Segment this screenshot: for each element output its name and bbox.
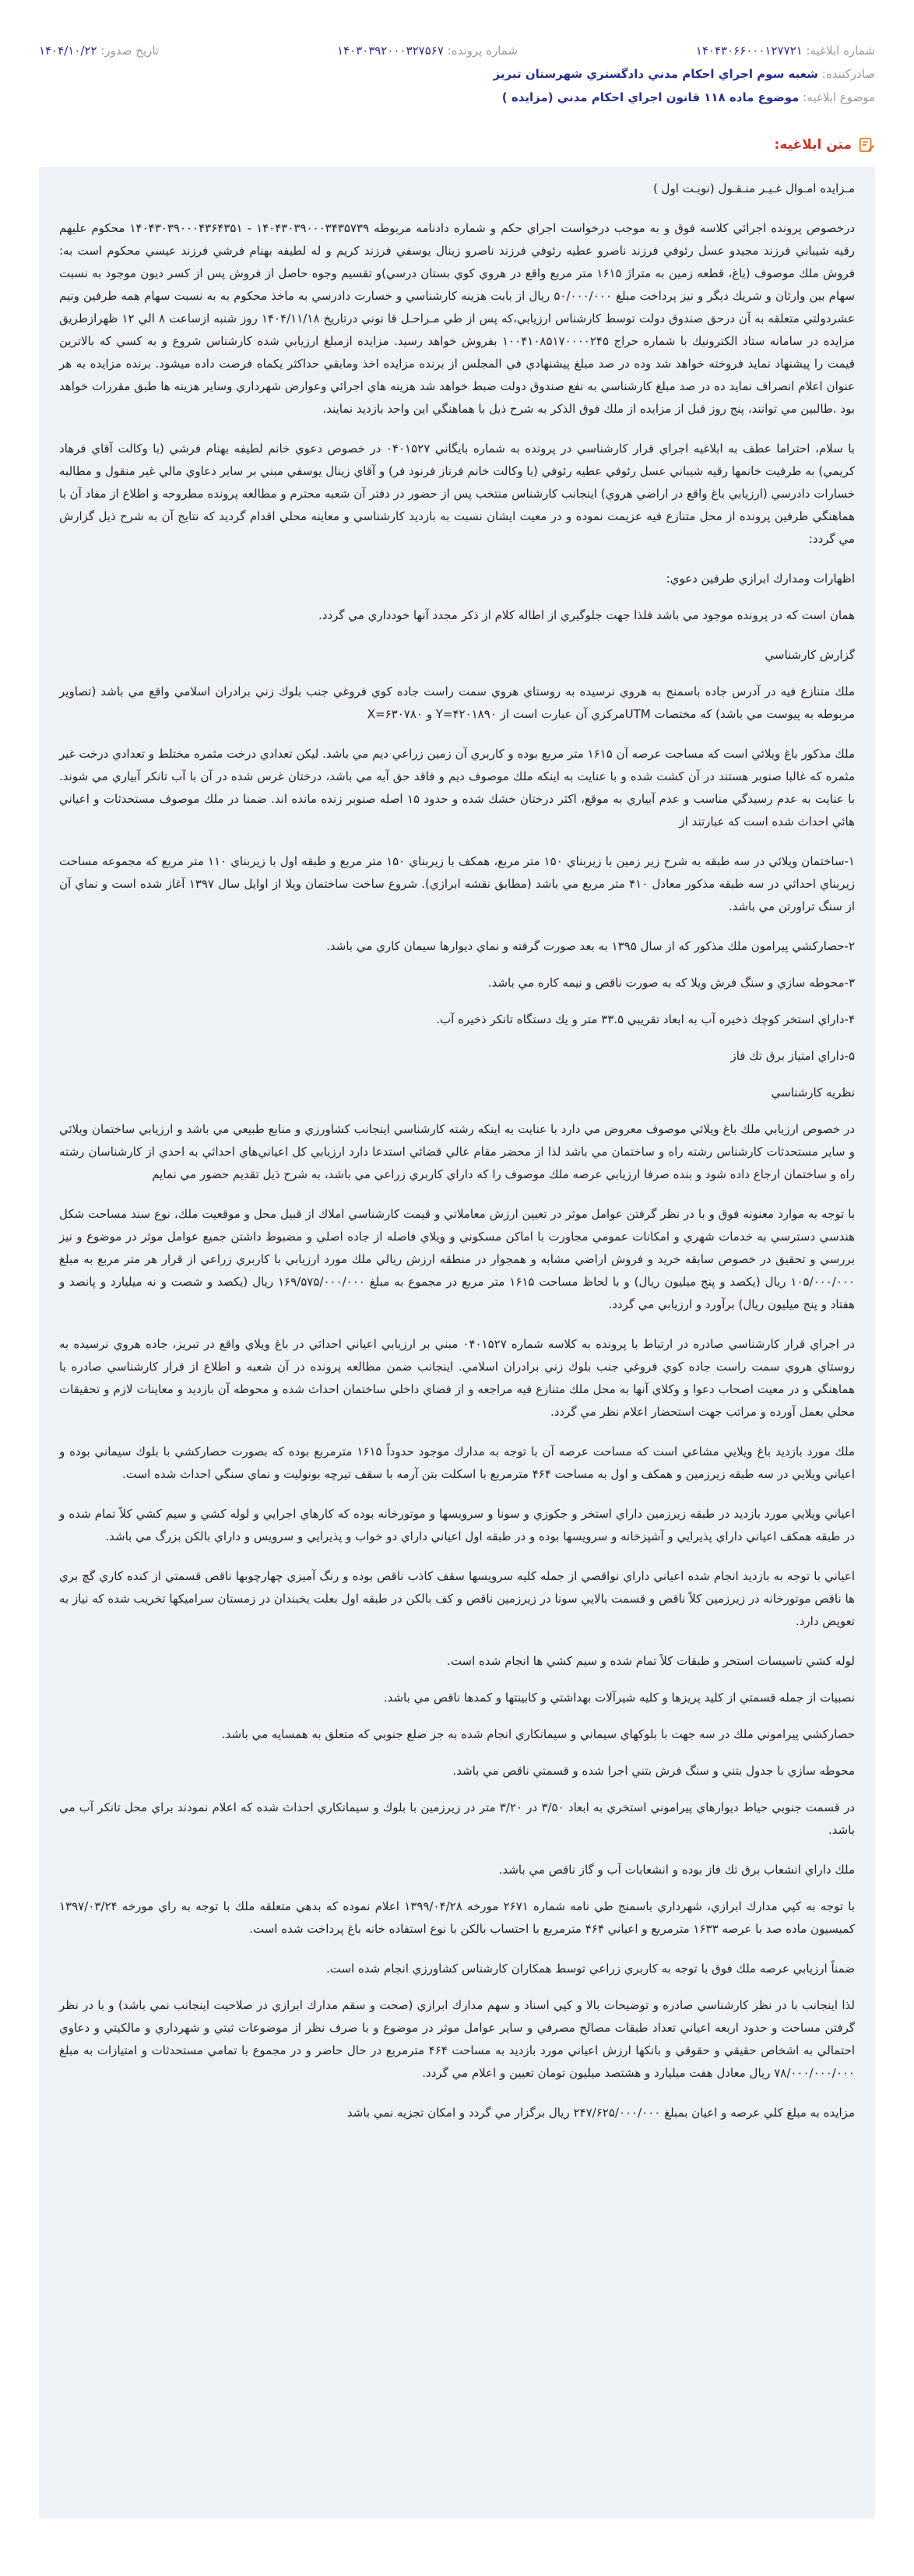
paragraph-report-heading: گزارش كارشناسي — [765, 648, 855, 662]
paragraph-villa-floors: اعياني ويلايي مورد بازديد در طبقه زيرزمين داراي استخر و جكوزي و سونا و سرويسها و موتورخانه بوده كه كارهاي اجرايي و لوله كشي و سيم كشي كلاً تمام شده و در طبقه همكف اعياني داراي پذيرايي و آشپزخانه و سرويسها بوده و در طبقه اول اعياني داراي دو خواب و پذيرايي و سرويس و داراي بالكن بزرگ مي باشد. — [59, 1507, 855, 1543]
paragraph-statements: همان است كه در پرونده موجود مي باشد فلذا جهت جلوگيري از اطاله كلام از ذكر مجدد آنها خودداري مي گردد. — [318, 608, 855, 622]
issuer-value: شعبه سوم اجراي احكام مدني دادگستري شهرستان تبريز — [493, 67, 818, 81]
paragraph-fencing: حصاركشي پيراموني ملك در سه جهت با بلوكهاي سيماني و سيمانكاري انجام شده به جز ضلع جنوبي كه متعلق به همسايه مي باشد. — [221, 1727, 855, 1741]
case-number — [337, 39, 518, 62]
issuer-label: صادركننده: — [821, 67, 875, 81]
paragraph-building-assignment: در اجراي قرار كارشناسي صادره در ارتباط با پرونده به كلاسه شماره ۰۴۰۱۵۲۷ مبني بر ارزيابي اعياني احداثي در باغ ويلاي واقع در تبريز، جاده هروي نرسيده به روستاي هروي سمت راست جاده كوي فروغي جنب بلوك زني برادران اسلامي. اينجانب ضمن مطالعه پرونده در آن شعبه و اطلاع از قرار كارشناسي صادره با هماهنگي و در معيت اصحاب دعوا و وكلاي آنها به محل ملك متنازع فيه مراجعه و از فضاي داخلي ساختمان احداث شده و محوطه آن بازديد و معاينات لازم و تحقيقات محلي بعمل آورده و مراتب جهت استحضار اعلام نظر مي گردد. — [59, 1337, 855, 1419]
paragraph-item-3: ۳-محوطه سازي و سنگ فرش ويلا كه به صورت ناقص و نيمه كاره مي باشد. — [487, 976, 855, 990]
subject — [502, 86, 875, 109]
issue-date — [39, 39, 159, 62]
paragraph-auction-title: مـزايده امـوال غـيـر منـقـول (نوبـت اول ) — [652, 181, 855, 195]
header-row-ids — [39, 39, 875, 62]
paragraph-property-description: ملك مذكور باغ ويلائي است كه مساحت عرصه آن ۱۶۱۵ متر مربع بوده و كاربري آن زمين زراعي ديم مي باشد. ليكن تعدادي درخت مثمره مختلط و تعدادي درخت غير مثمره كه غالبا صنوبر هستند در آن كشت شده و با عنايت به اينكه ملك موصوف ديم و فاقد حق آبه مي باشد، درختان غرس شده در آن با آب تانكر آبياري مي شوند. با عنايت به عدم رسيدگي مناسب و عدم آبياري به موقع، اكثر درختان خشك شده و حدود ۱۵ اصله صنوبر زنده مانده اند. ضمنا در ملك موصوف مستحدثات و اعياني هائي احداث شده است كه عبارتند از — [59, 747, 855, 829]
issue-date-label: تاريخ صدور: — [100, 44, 160, 58]
paragraph-auction-total: مزايده به مبلغ كلي عرصه و اعيان بمبلغ ۲۴۷/۶۲۵/۰۰۰/۰۰۰ ريال برگزار مي گردد و امكان تجزيه نمي باشد — [346, 2106, 855, 2120]
case-number-label: شماره پرونده: — [447, 44, 518, 58]
subject-label: موضوع ابلاغيه: — [803, 90, 875, 104]
paragraph-expert-intro: با سلام، احتراما عطف به ابلاغيه اجراي قرار كارشناسي در پرونده به شماره بايگاني ۰۴۰۱۵۲۷ در خصوص دعوي خانم لطيفه بهنام فرشي (با وكالت آقاي فرهاد كريمي) به طرفيت خانمها رقيه شيباني عسل رئوفي عطيه رئوفي (با وكالت خانم فرناز فرنود فر) و آقاي زينال يوسفي مبني بر ساير دعاوي مالي غير منقول و مطالبه خسارات دادرسي (ارزيابي باغ واقع در اراضي هروي) اينجانب كارشناس منتخب پس از حضور در دفتر آن شعبه محترم و مطالعه پرونده مطروحه و اطلاع از مفاد آن با هماهنگي طرفين پرونده از محل متنازع فيه عزيمت نموده و در معيت ايشان نسبت به بازديد كارشناسي و معاينه محلي اقدام گرديد كه نتايج آن به شرح ذيل گزارش مي گردد: — [59, 442, 855, 546]
paragraph-defects: اعياني با توجه به بازديد انجام شده اعياني داراي نواقصي از جمله كليه سرويسها سقف كاذب ناقص بوده و رنگ آميزي چهارچوبها ناقص قسمتي از كنده كاري گچ بري ها ناقص موتورخانه در زيرزمين كلاً ناقص و قسمت بالايي سونا در زيرزمين ناقص و كف بالكن در طبقه اول بعلت يخبندان در زمستان سراميكها تخريب شده كه نياز به تعويض دارد. — [59, 1569, 855, 1628]
header-row-issuer — [39, 62, 875, 86]
document-edit-icon — [858, 136, 875, 153]
paragraph-utilities: ملك داراي انشعاب برق تك فاز بوده و انشعابات آب و گاز ناقص مي باشد. — [498, 1863, 855, 1877]
issuer — [494, 62, 875, 86]
paragraph-tank: در قسمت جنوبي حياط ديوارهاي پيراموني استخري به ابعاد ۳/۵۰ در ۳/۲۰ متر در زيرزمين با بلوك و سيمانكاري احداث شده كه اعلام نمودند براي محل تانكر آب مي باشد. — [59, 1800, 855, 1837]
paragraph-opinion: در خصوص ارزيابي ملك باغ ويلائي موصوف معروض مي دارد با عنايت به اينكه رشته كارشناسي اينجانب كشاورزي و منابع طبيعي مي باشد و ارزيابي ساختمان ويلائي و ساير مستحدثات كارشناس رشته راه و ساختمان مي باشد لذا از محضر مقام عالي قضائي استدعا دارد ارزيابي كل اعياني‌هاي احداثي به احدي از كارشناسان رشته راه و ساختمان ارجاع داده شود و بنده صرفا ارزيابي عرصه ملك موصوف را كه داراي كاربري زراعي مي باشد، به شرح ذيل تقديم حضور مي نمايم — [59, 1122, 855, 1181]
paragraph-landscaping: محوطه سازي با جدول بتني و سنگ فرش بتني اجرا شده و قسمتي ناقص مي باشد. — [452, 1764, 855, 1778]
paragraph-auction-details: درخصوص پرونده اجرائي كلاسه فوق و به موجب درخواست اجراي حكم و شماره دادنامه مربوطه ۱۴۰۴۳۰۳۹۰۰۰۳۴۳۵۷۳۹ - ۱۴۰۴۳۰۳۹۰۰۰۴۳۶۴۳۵۱ محكوم عليهم رقيه شيباني فرزند مجيدو عسل رئوفي فرزند ناصرو عطيه رئوفي فرزند ناصرو زينال يوسفي فرزند كريم و له لطيفه بهنام فرشي فرزند عيسي محكوم است به: فروش ملك موصوف (باغ، قطعه زمين به متراژ ۱۶۱۵ متر مربع واقع در هروي كوي بستان درسي)و تقسيم وجوه حاصل از فروش پس از كسر ديون موجود به نسبت سهام بين وارثان و شريك ديگر و نيز پرداخت مبلغ ۵۰/۰۰۰/۰۰۰ ريال از بابت هزينه كارشناسي و خسارت دادرسي به ماخذ محكوم به به نسبت سهام همه طرفين ونيم عشردولتي متعلقه به آن درحق صندوق دولت توسط كارشناس ارزيابي،كه پس از طي مـراحـل قا نوني درتاريخ ۱۴۰۴/۱۱/۱۸ روز شنبه ازساعت ۸ الي ۱۲ ظهرازطريق مزايده در سامانه ستاد الكترونيك با شماره حراج ۱۰۰۴۱۰۸۵۱۷۰۰۰۰۲۴۵ بفروش خواهد رسيد. مزايده ازمبلغ ارزيابي شده كارشناس شروع و به كسي كه بالاترين قيمت را پيشنهاد نمايد فروخته خواهد شد وده در صد مبلغ پيشنهادي في المجلس از برنده مزايده اخذ ومابقي حداكثر يكماه فرصت داده ميشود. برنده مزايده به هر عنوان اعلام انصراف نمايد ده در صد مبلغ كارشناسي به نفع صندوق دولت ضبط خواهد شد هزينه هاي اجرائي وعوارض شهرداري وساير هزينه ها طبق مقررات خواهد بود .طالبين مي توانند، پنج روز قبل از مزايده از ملك فوق الذكر به شرح ذيل با هماهنگي اين واحد بازديد نمايند. — [59, 221, 856, 416]
paragraph-villa-description: ملك مورد بازديد باغ ويلايي مشاعي است كه مساحت عرصه آن با توجه به مدارك موجود حدوداً ۱۶۱۵ مترمربع بوده كه بصورت حصاركشي با بلوك سيماني بوده و اعياني ويلايي در سه طبقه زيرزمين و همكف و اول به مساحت ۴۶۴ مترمربع با اسكلت بتن آرمه با سقف تيرچه بونوليت و نماي سنگي احداث شده است. — [59, 1445, 855, 1481]
paragraph-opinion-heading: نظريه كارشناسي — [771, 1086, 855, 1100]
paragraph-building-valuation: لذا اينجانب با در نظر كارشناسي صادره و توضيحات بالا و كپي اسناد و سهم مدارك ابرازي (صحت و سقم مدارك ابرازي در صلاحيت اينجانب نمي باشد) و با در نظر گرفتن مساحت و حدود اربعه اعياني تعداد طبقات مصالح مصرفي و ساير عوامل موثر در موضوع و با صرف نظر از موضوعات ثبتي و شهرداري و مالكيتي و دعاوي احتمالي به اشخاص حقيقي و حقوقي و بانكها ارزش اعياني مورد بازديد به مساحت ۴۶۴ مترمربع در حال حاضر و در مجموع با تمامي مستحدثات و امتيازات به مبلغ ۷۸/۰۰۰/۰۰۰/۰۰۰ ريال معادل هفت ميليارد و هشتصد ميليون تومان تعيين و اعلام مي گردد. — [59, 1998, 856, 2080]
notice-number-label: شماره ابلاغيه: — [806, 44, 875, 58]
paragraph-municipality: با توجه به كپي مدارك ابرازي، شهرداري باسمنج طي نامه شماره ۲۶۷۱ مورخه ۱۳۹۹/۰۴/۲۸ اعلام نموده كه بدهي متعلقه ملك با توجه به راي مورخه ۱۳۹۷/۰۳/۲۴ كميسيون ماده صد با عرصه ۱۶۳۳ مترمربع و اعياني ۴۶۴ مترمربع با احتساب بالكن با نوع استفاده خانه باغ پرداخت شده است. — [59, 1899, 855, 1936]
paragraph-item-5: ۵-داراي امتياز برق تك فاز — [730, 1049, 855, 1063]
notice-body — [39, 167, 875, 2518]
case-number-value: ۱۴۰۳۰۳۹۲۰۰۰۳۲۷۵۶۷ — [336, 44, 444, 58]
paragraph-item-1: ۱-ساختمان ويلائي در سه طبقه به شرح زير زمين با زيربناي ۱۵۰ متر مربع، همكف با زيربناي ۱۵۰ متر مربع و طبقه اول با زيربناي ۱۱۰ متر مربع كه مجموعه مساحت زيربناي احداثي در سه طبقه مذكور معادل ۴۱۰ متر مربع مي باشد (مطابق نقشه ابرازي). شروع ساخت ساختمان ويلا از اوايل سال ۱۳۹۷ آغاز شده است و نماي آن از سنگ تراورتن مي باشد. — [59, 854, 855, 913]
subject-value: موضوع ماده ۱۱۸ قانون اجراي احكام مدني (مزايده ) — [501, 90, 800, 104]
paragraph-land-valuation: با توجه به موارد معنونه فوق و با در نظر گرفتن عوامل موثر در تعيين ارزش معاملاتي و قيمت كارشناسي املاك از قبيل محل و موقعيت ملك، نوع سند مساحت شكل هندسي دسترسي به خدمات شهري و امكانات عمومي مجاورت با اماكن مسكوني و ويلاي فاصله از جاده اصلي و مضبوط داشتن جميع عوامل موثر در موضوع و نيز بررسي و تحقيق در خصوص سابقه خريد و فروش اراضي مشابه و همجوار در منطقه ارزش ريالي ملك مورد ارزيابي با كاربري زراعي از قرار هر متر مربع به مبلغ ۱۰۵/۰۰۰/۰۰۰ ريال (يكصد و پنج ميليون ريال) و با لحاظ مساحت ۱۶۱۵ متر مربع در مجموع به مبلغ ۱۶۹/۵۷۵/۰۰۰/۰۰۰ ريال (يكصد و شصت و نه ميليارد و پانصد و هفتاد و پنج ميليون ريال) برآورد و ارزيابي مي گردد. — [59, 1207, 856, 1311]
paragraph-location: ملك متنازع فيه در آدرس جاده باسمنج به هروي نرسيده به روستاي هروي سمت راست جاده كوي فروغي جنب بلوك زني برادران اسلامي واقع مي باشد (تصاوير مربوطه به پيوست مي باشد) كه مختصات UTMمركزي آن عبارت است از Y=۴۲۰۱۸۹۰ و X=۶۳۰۷۸۰ — [59, 684, 855, 721]
notice-number-value: ۱۴۰۴۳۰۶۶۰۰۰۱۲۷۷۲۱ — [695, 44, 803, 58]
notice-text-heading — [0, 125, 914, 159]
header-row-subject — [39, 86, 875, 109]
notice-header — [0, 0, 914, 125]
paragraph-statements-heading: اظهارات ومدارك ابرازي طرفين دعوي: — [666, 572, 855, 586]
paragraph-agri-note: ضمناً ارزيابي عرصه ملك فوق با توجه به كاربري زراعي توسط همكاران كارشناس كشاورزي انجام شده است. — [325, 1962, 855, 1976]
paragraph-fixtures: نصبيات از جمله قسمتي از كليد پريزها و كليه شيرآلات بهداشتي و كابينتها و كمدها ناقص مي باشد. — [383, 1691, 855, 1705]
issue-date-value: ۱۴۰۴/۱۰/۲۲ — [39, 44, 97, 58]
paragraph-item-2: ۲-حصاركشي پيرامون ملك مذكور كه از سال ۱۳۹۵ به بعد صورت گرفته و نماي ديوارها سيمان كاري مي باشد. — [326, 939, 855, 953]
paragraph-item-4: ۴-داراي استخر كوچك ذخيره آب به ابعاد تقريبي ۳۳.۵ متر و يك دستگاه تانكر ذخيره آب. — [436, 1012, 855, 1026]
notice-text-title: متن ابلاغيه: — [774, 137, 852, 153]
notice-number — [696, 39, 875, 62]
paragraph-plumbing: لوله كشي تاسيسات استخر و طبقات كلاً تمام شده و سيم كشي ها انجام شده است. — [447, 1654, 855, 1668]
